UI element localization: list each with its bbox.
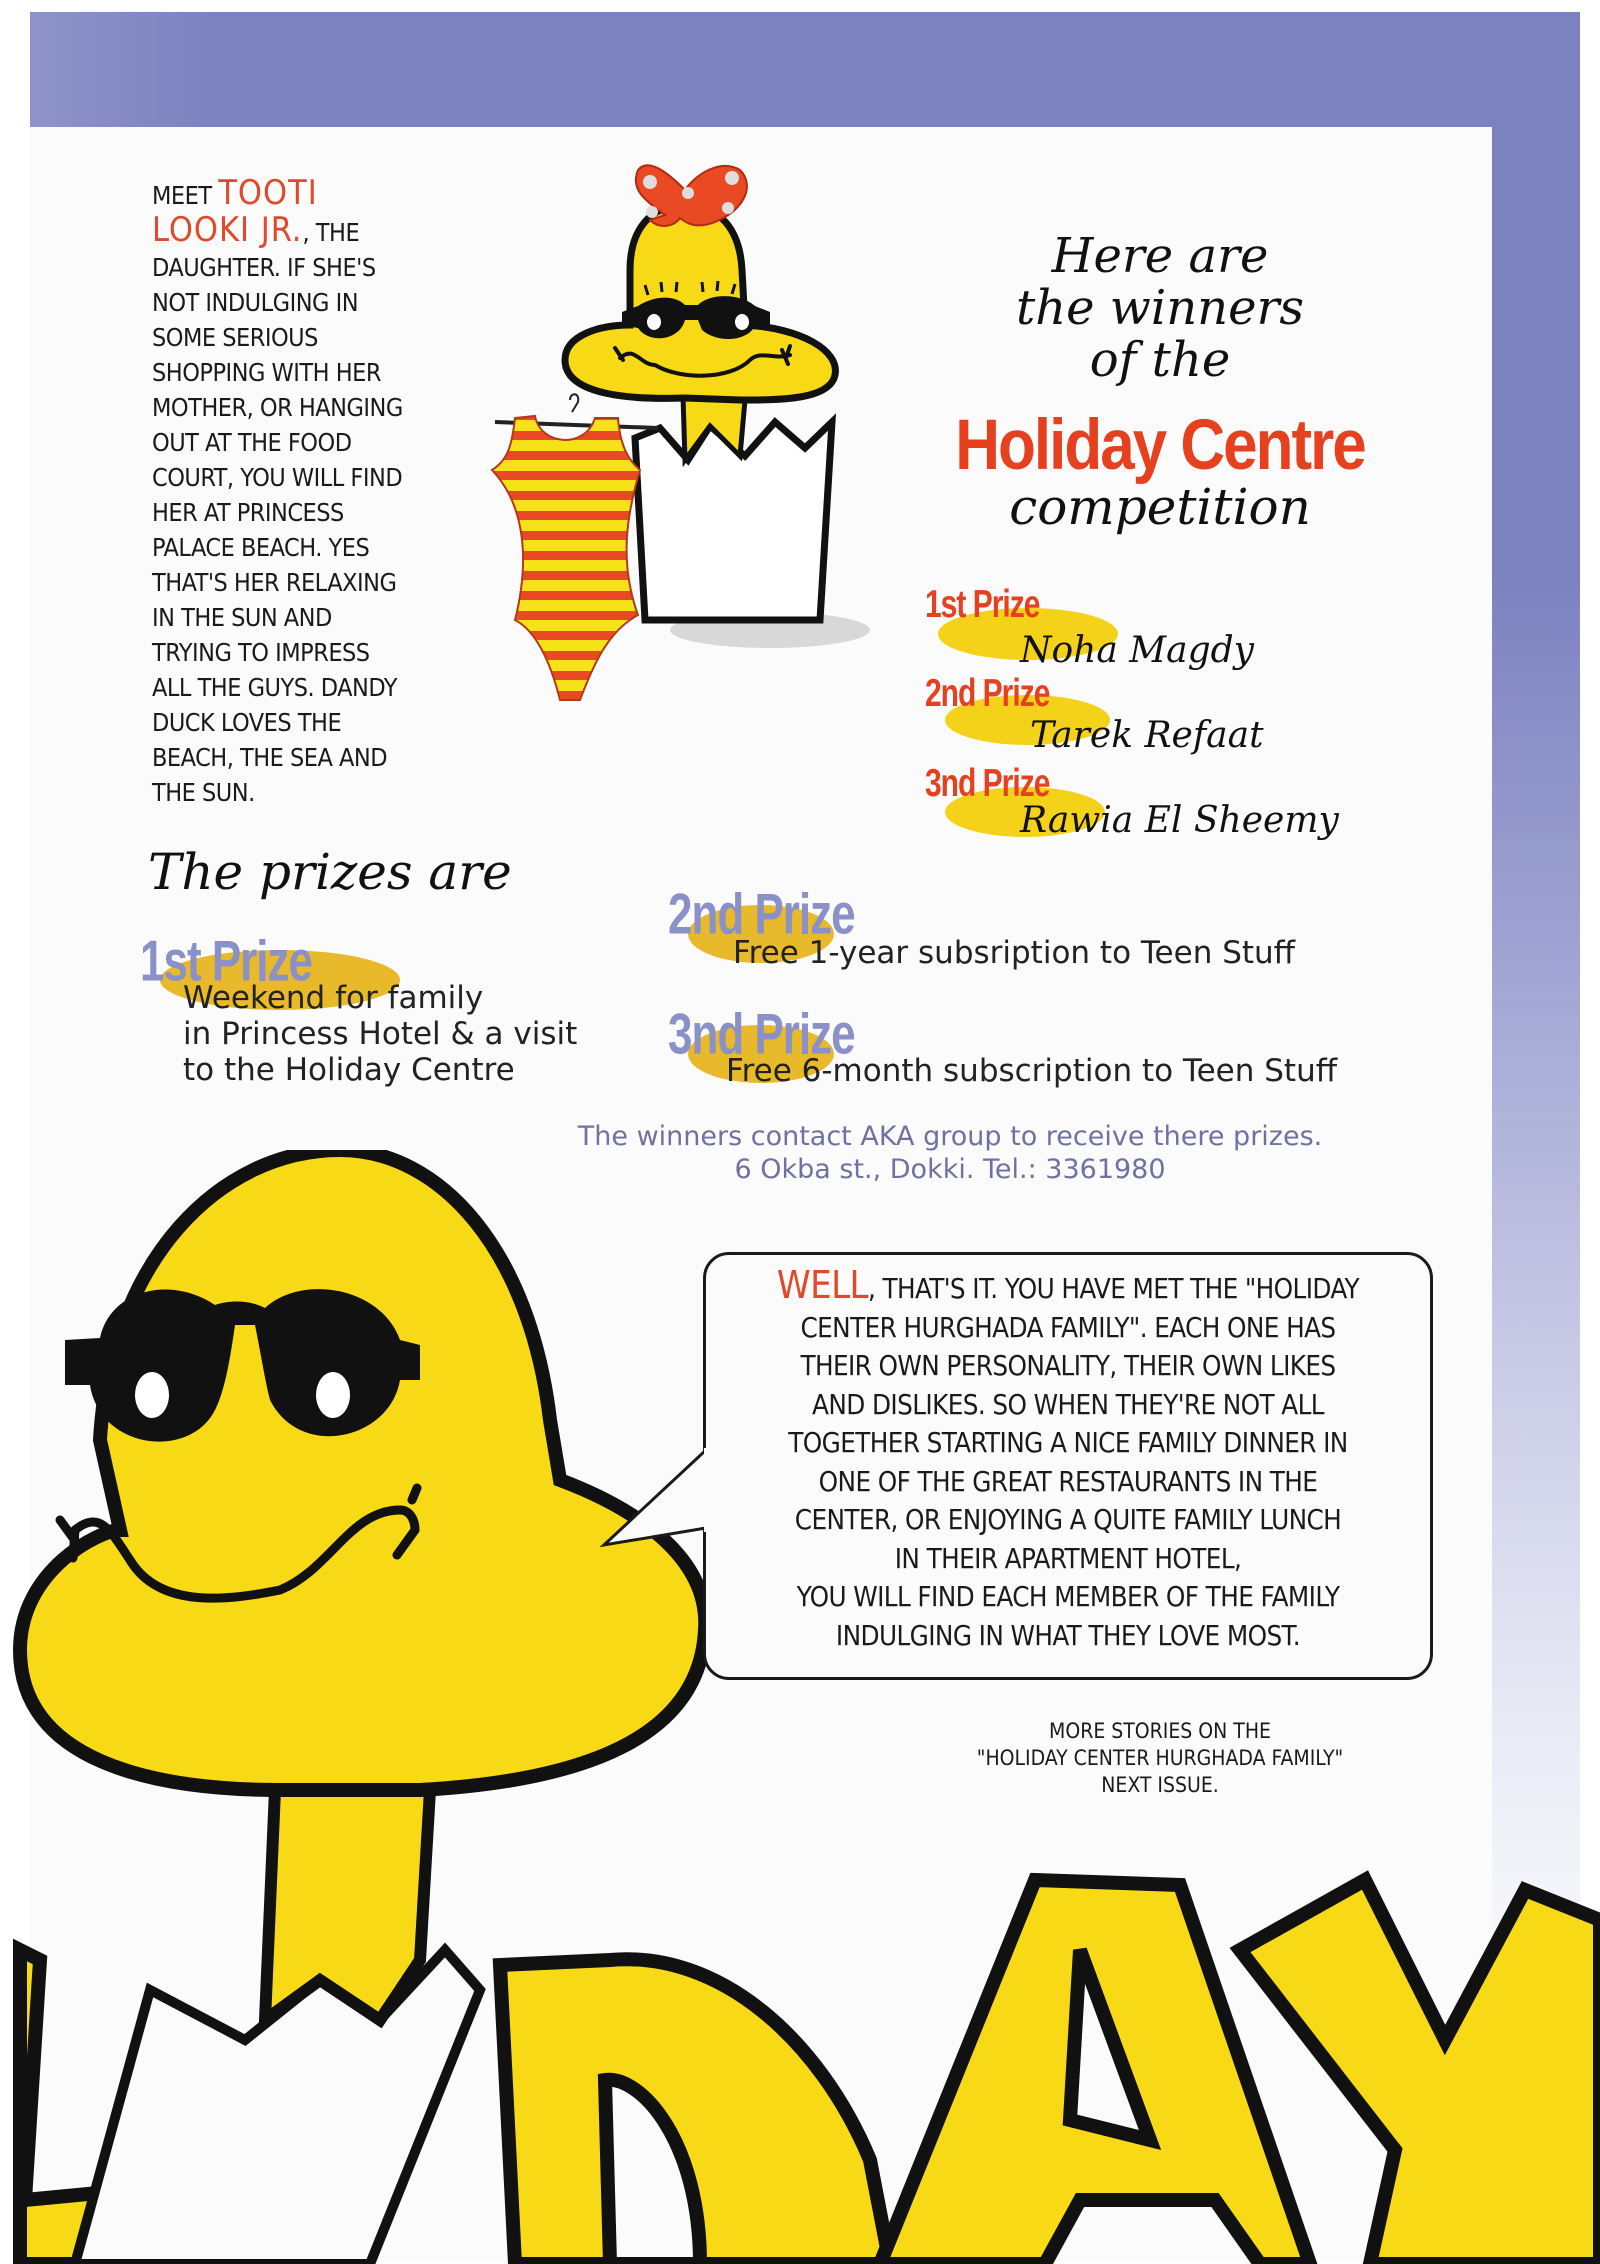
intro-line: HER AT PRINCESS (152, 498, 344, 527)
contact-line-1: The winners contact AKA group to receive there prizes. (577, 1121, 1323, 1152)
intro-line: IN THE SUN AND (152, 603, 332, 632)
intro-line: ALL THE GUYS. DANDY (152, 673, 398, 702)
intro-line: THAT'S HER RELAXING (152, 568, 397, 597)
bubble-line-1-rest: , THAT'S IT. YOU HAVE MET THE "HOLIDAY (868, 1273, 1360, 1305)
bubble-line: IN THEIR APARTMENT HOTEL, (894, 1542, 1242, 1575)
character-name-part2: LOOKI JR. (152, 210, 303, 250)
winner-name-1: Noha Magdy (1020, 630, 1255, 671)
note-line: NEXT ISSUE. (1101, 1773, 1219, 1797)
speech-bubble-text (712, 1263, 1424, 1655)
bubble-line: AND DISLIKES. SO WHEN THEY'RE NOT ALL (812, 1388, 1324, 1421)
intro-line: DUCK LOVES THE (152, 708, 342, 737)
prize-description-1 (183, 980, 577, 1088)
bubble-lead-word: WELL (776, 1263, 868, 1307)
bubble-line: ONE OF THE GREAT RESTAURANTS IN THE (818, 1465, 1318, 1498)
winners-heading (930, 230, 1390, 386)
intro-after-name: , THE (302, 218, 360, 247)
winner-prize-label-1: 1st Prize (925, 583, 1040, 626)
winner-name-3: Rawia El Sheemy (1020, 800, 1339, 841)
intro-line: SOME SERIOUS (152, 323, 318, 352)
competition-word: competition (1009, 478, 1311, 536)
heading-line: the winners (1015, 280, 1305, 336)
winner-name-2: Tarek Refaat (1030, 715, 1264, 756)
speech-bubble-tail-icon (600, 1440, 710, 1560)
intro-line-2 (152, 210, 462, 250)
prize-label-3: 3nd Prize (668, 1003, 855, 1067)
intro-lead: MEET (152, 181, 212, 210)
heading-line: Here are (1051, 228, 1269, 284)
intro-line: TRYING TO IMPRESS (152, 638, 370, 667)
character-name-part1: TOOTI (218, 173, 318, 213)
intro-line: PALACE BEACH. YES (152, 533, 370, 562)
intro-line: SHOPPING WITH HER (152, 358, 381, 387)
prize-label-1: 1st Prize (140, 930, 312, 994)
prize-label-2: 2nd Prize (668, 883, 855, 947)
intro-line: MOTHER, OR HANGING (152, 393, 403, 422)
top-border-band (30, 12, 1580, 127)
intro-line: BEACH, THE SEA AND (152, 743, 388, 772)
bubble-line: THEIR OWN PERSONALITY, THEIR OWN LIKES (800, 1350, 1336, 1382)
intro-line: NOT INDULGING IN (152, 288, 359, 317)
intro-paragraph (152, 173, 462, 810)
bubble-line-1 (712, 1263, 1424, 1309)
bubble-line: TOGETHER STARTING A NICE FAMILY DINNER IN (788, 1427, 1348, 1459)
bubble-line: INDULGING IN WHAT THEY LOVE MOST. (835, 1619, 1301, 1652)
prize-line: Weekend for family (183, 980, 484, 1016)
next-issue-note (940, 1718, 1380, 1799)
heading-line: of the (1089, 332, 1231, 388)
winner-prize-label-2: 2nd Prize (925, 672, 1050, 715)
intro-line-1 (152, 173, 462, 213)
intro-line: COURT, YOU WILL FIND (152, 463, 403, 492)
note-line: "HOLIDAY CENTER HURGHADA FAMILY" (976, 1746, 1344, 1770)
prize-line: in Princess Hotel & a visit (183, 1016, 578, 1052)
contact-line-2: 6 Okba st., Dokki. Tel.: 3361980 (734, 1154, 1166, 1185)
bubble-line: YOU WILL FIND EACH MEMBER OF THE FAMILY (796, 1581, 1340, 1613)
note-line: MORE STORIES ON THE (1049, 1719, 1271, 1743)
bubble-line: CENTER HURGHADA FAMILY". EACH ONE HAS (800, 1311, 1336, 1344)
winner-prize-label-3: 3nd Prize (925, 762, 1050, 805)
duck-girl-illustration-icon (470, 160, 870, 840)
prize-description-2: Free 1-year subsription to Teen Stuff (733, 935, 1296, 971)
competition-title: Holiday Centre (955, 405, 1365, 486)
bubble-line: CENTER, OR ENJOYING A QUITE FAMILY LUNCH (794, 1504, 1342, 1536)
intro-line: DAUGHTER. IF SHE'S (152, 253, 376, 282)
intro-line: OUT AT THE FOOD (152, 428, 352, 457)
prizes-heading: The prizes are (148, 843, 512, 901)
prize-line: to the Holiday Centre (183, 1052, 515, 1088)
prize-description-3: Free 6-month subscription to Teen Stuff (726, 1053, 1338, 1089)
intro-line: THE SUN. (152, 778, 255, 807)
